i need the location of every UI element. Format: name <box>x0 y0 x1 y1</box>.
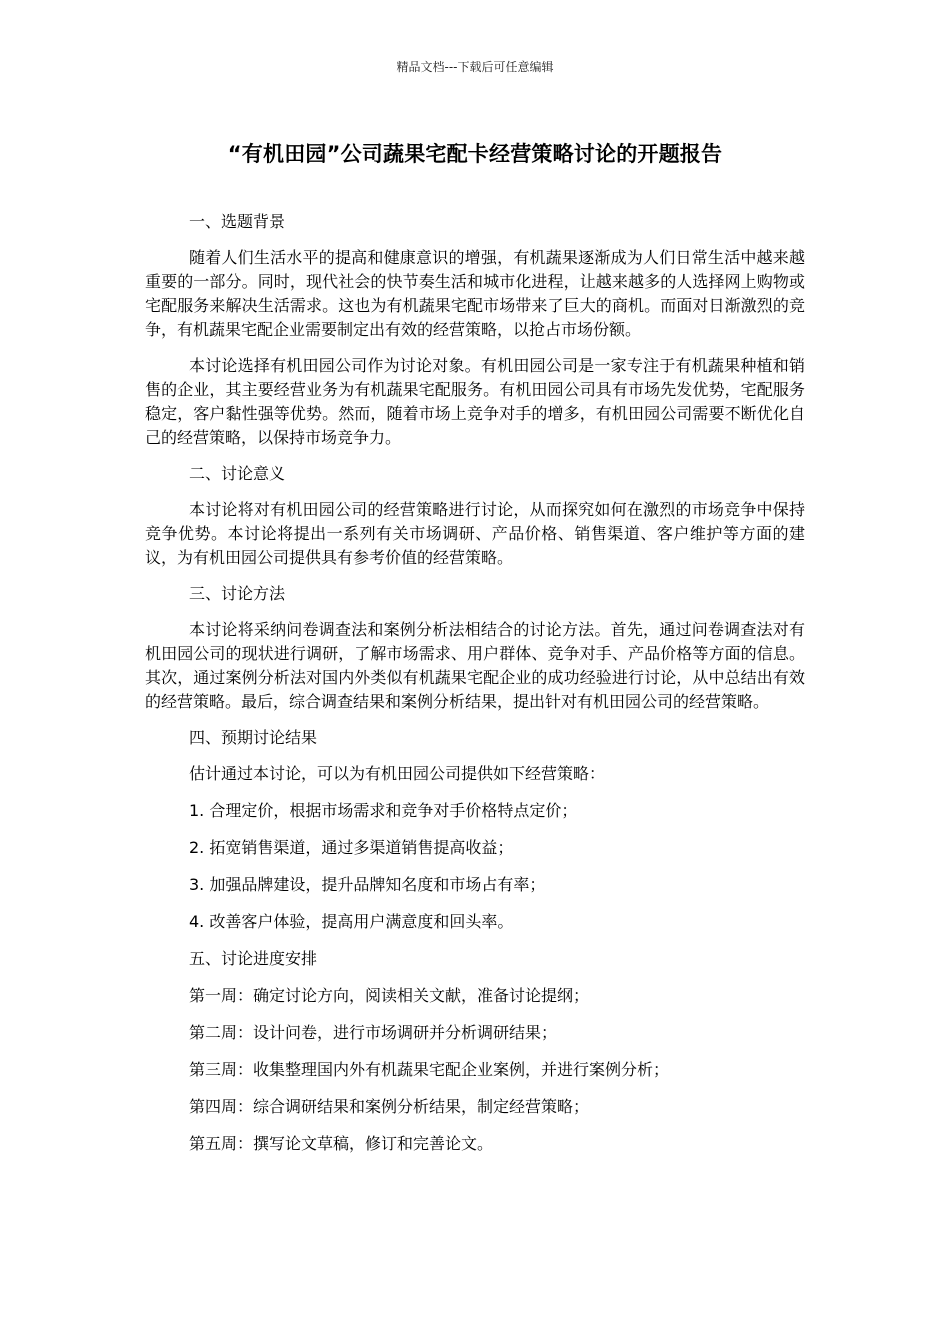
section-heading-expected-results: 四、预期讨论结果 <box>189 728 318 747</box>
paragraph-significance: 本讨论将对有机田园公司的经营策略进行讨论，从而探究如何在激烈的市场竞争中保持竞争优势。本讨论将提出一系列有关市场调研、产品价格、销售渠道、客户维护等方面的建议，为有机田园公司提供具有参考价值的经营策略。 <box>145 500 805 567</box>
section-heading-method: 三、讨论方法 <box>189 584 286 603</box>
expected-result-item: 1. 合理定价，根据市场需求和竞争对手价格特点定价； <box>189 801 578 820</box>
section-heading-schedule: 五、讨论进度安排 <box>189 949 318 968</box>
expected-result-item: 2. 拓宽销售渠道，通过多渠道销售提高收益； <box>189 838 514 857</box>
paragraph-method: 本讨论将采纳问卷调查法和案例分析法相结合的讨论方法。首先，通过问卷调查法对有机田园公司的现状进行调研，了解市场需求、用户群体、竞争对手、产品价格等方面的信息。其次，通过案例分析法对国内外类似有机蔬果宅配企业的成功经验进行讨论，从中总结出有效的经营策略。最后，综合调查结果和案例分析结果，提出针对有机田园公司的经营策略。 <box>145 620 805 711</box>
document-title: “有机田园”公司蔬果宅配卡经营策略讨论的开题报告 <box>227 142 723 166</box>
schedule-item: 第四周：综合调研结果和案例分析结果，制定经营策略； <box>189 1097 590 1116</box>
document-body <box>145 210 805 1169</box>
schedule-item: 第五周：撰写论文草稿，修订和完善论文。 <box>189 1134 494 1153</box>
expected-result-item: 4. 改善客户体验，提高用户满意度和回头率。 <box>189 912 514 931</box>
expected-results-intro: 估计通过本讨论，可以为有机田园公司提供如下经营策略： <box>189 764 606 783</box>
schedule-item: 第三周：收集整理国内外有机蔬果宅配企业案例，并进行案例分析； <box>189 1060 670 1079</box>
paragraph-background-2: 本讨论选择有机田园公司作为讨论对象。有机田园公司是一家专注于有机蔬果种植和销售的企业，其主要经营业务为有机蔬果宅配服务。有机田园公司具有市场先发优势，宅配服务稳定，客户黏性强等优势。然而，随着市场上竞争对手的增多，有机田园公司需要不断优化自己的经营策略，以保持市场竞争力。 <box>145 356 805 447</box>
schedule-item: 第一周：确定讨论方向，阅读相关文献，准备讨论提纲； <box>189 986 590 1005</box>
paragraph-background-1: 随着人们生活水平的提高和健康意识的增强，有机蔬果逐渐成为人们日常生活中越来越重要的一部分。同时，现代社会的快节奏生活和城市化进程，让越来越多的人选择网上购物或宅配服务来解决生活需求。这也为有机蔬果宅配市场带来了巨大的商机。而面对日渐激烈的竞争，有机蔬果宅配企业需要制定出有效的经营策略，以抢占市场份额。 <box>145 248 805 339</box>
section-heading-background: 一、选题背景 <box>189 212 286 231</box>
section-heading-significance: 二、讨论意义 <box>189 464 286 483</box>
expected-result-item: 3. 加强品牌建设，提升品牌知名度和市场占有率； <box>189 875 546 894</box>
schedule-item: 第二周：设计问卷，进行市场调研并分析调研结果； <box>189 1023 558 1042</box>
header-note: 精品文档---下载后可任意编辑 <box>396 60 554 74</box>
